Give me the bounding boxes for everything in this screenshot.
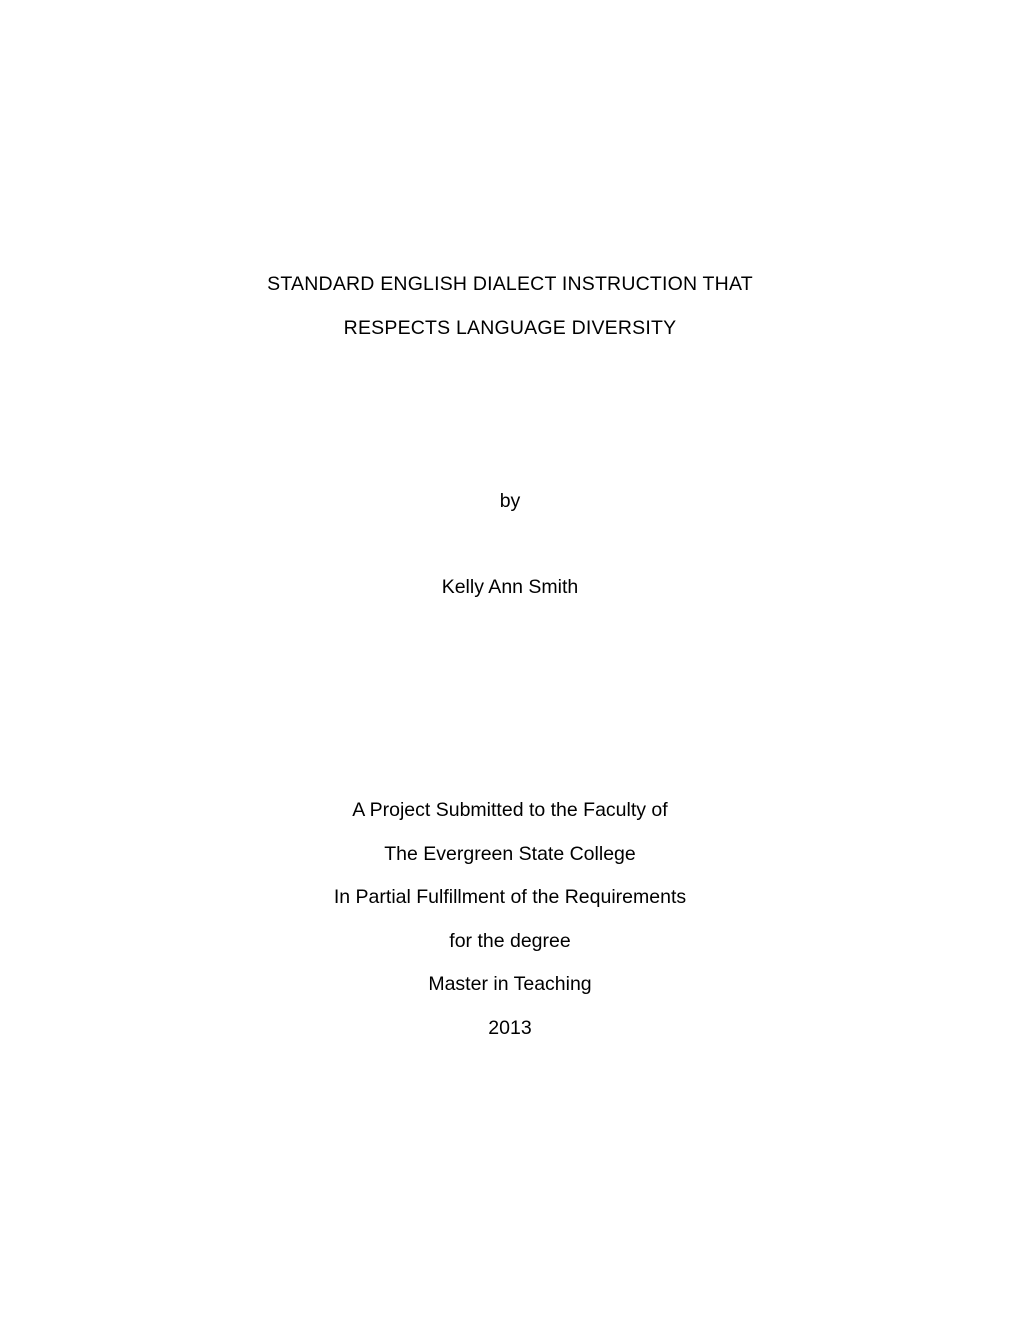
- author-name: Kelly Ann Smith: [441, 576, 579, 598]
- degree-year: 2013: [488, 1016, 532, 1039]
- document-title: [0, 262, 1020, 350]
- byline: [0, 487, 1020, 515]
- degree-line-2: The Evergreen State College: [384, 842, 636, 865]
- title-line-2: RESPECTS LANGUAGE DIVERSITY: [343, 317, 677, 339]
- by-label: by: [499, 490, 521, 512]
- degree-line-4: for the degree: [449, 929, 571, 952]
- degree-statement: [0, 789, 1020, 1050]
- degree-line-1: A Project Submitted to the Faculty of: [352, 799, 668, 821]
- degree-line-3: In Partial Fulfillment of the Requirements: [333, 886, 687, 908]
- degree-line-5: Master in Teaching: [428, 973, 592, 995]
- author: [0, 573, 1020, 601]
- title-line-1: STANDARD ENGLISH DIALECT INSTRUCTION THAT: [267, 273, 753, 295]
